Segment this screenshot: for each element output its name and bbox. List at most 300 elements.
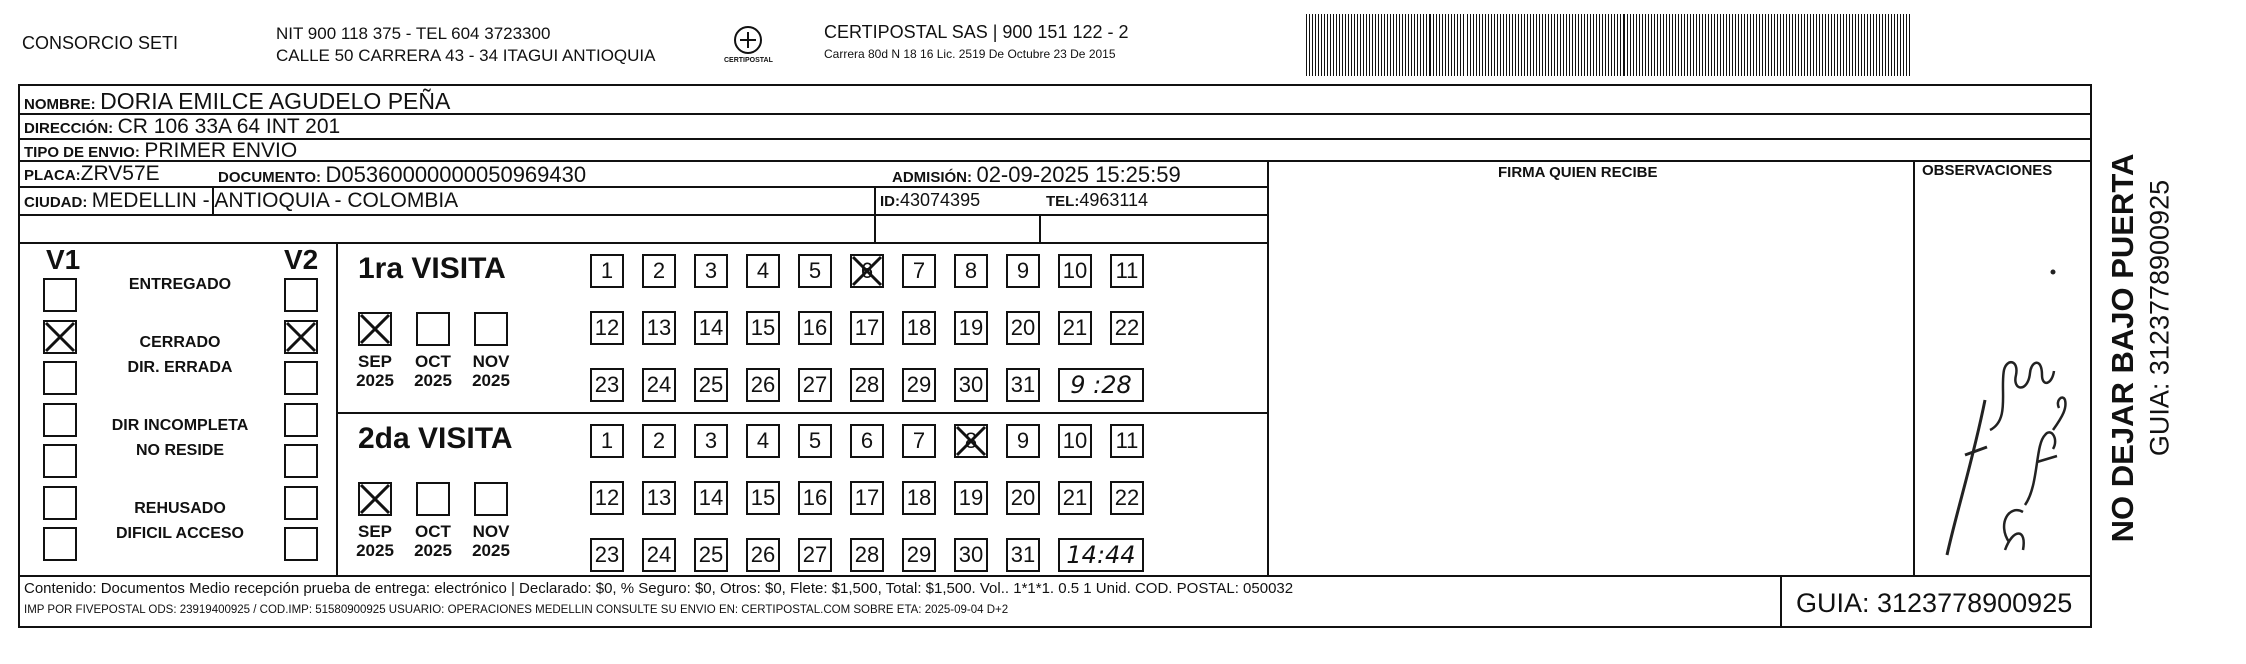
barcode-bar [1596,14,1597,76]
status-v2-checkbox[interactable] [284,361,318,395]
day-cell[interactable]: 11 [1110,424,1144,458]
day-cell[interactable]: 24 [642,538,676,572]
month-label: SEP 2025 [356,352,394,390]
barcode-bar [1330,14,1331,76]
barcode-bar [1348,14,1349,76]
barcode-bar [1768,14,1769,76]
barcode-bar [1651,14,1652,76]
barcode-bar [1605,14,1606,76]
day-cell[interactable]: 12 [590,481,624,515]
barcode-bar [1369,14,1370,76]
barcode-bar [1470,14,1471,76]
barcode-bar [1666,14,1667,76]
barcode-bar [1630,14,1631,76]
barcode-bar [1870,14,1871,76]
barcode-bar [1849,14,1850,76]
check-x-mark [284,320,318,354]
barcode-bar [1687,14,1688,76]
barcode-bar [1445,14,1446,76]
barcode-bar [1876,14,1877,76]
barcode-bar [1554,14,1555,76]
day-cell[interactable]: 21 [1058,311,1092,345]
check-x-mark [43,320,77,354]
barcode-bar [1882,14,1883,76]
barcode-bar [1482,14,1483,76]
barcode-bar [1620,14,1621,76]
placa-label: PLACA: [24,167,81,184]
day-cell[interactable]: 13 [642,481,676,515]
admision-label: ADMISIÓN: [892,169,972,186]
barcode-bar [1497,14,1498,76]
barcode-bar [1587,14,1588,76]
ciudad-label: CIUDAD: [24,194,88,211]
month-checkbox[interactable] [416,312,450,346]
tipo-value: PRIMER ENVIO [144,139,298,162]
status-v2-checkbox[interactable] [284,486,318,520]
barcode-bar [1512,14,1513,76]
barcode [1306,14,1916,76]
day-cell[interactable]: 19 [954,481,988,515]
barcode-bar [1396,14,1397,76]
barcode-bar [1783,14,1784,76]
tel-label: TEL: [1046,193,1080,210]
nombre-label: NOMBRE: [24,96,96,113]
firma-label: FIRMA QUIEN RECIBE [1498,164,1658,181]
day-cell[interactable]: 16 [798,481,832,515]
direccion-value: CR 106 33A 64 INT 201 [117,115,341,138]
barcode-bar [1705,14,1706,76]
barcode-bar [1804,14,1805,76]
address-line: CALLE 50 CARRERA 43 - 34 ITAGUI ANTIOQUIA [276,46,656,65]
month-checkbox[interactable] [474,312,508,346]
tipo-label: TIPO DE ENVIO: [24,144,140,161]
barcode-bar [1509,14,1510,76]
barcode-bar [1699,14,1700,76]
barcode-bar [1623,14,1625,76]
day-cell[interactable]: 18 [902,481,936,515]
barcode-bar [1792,14,1793,76]
barcode-bar [1723,14,1724,76]
barcode-bar [1900,14,1901,76]
barcode-bar [1572,14,1573,76]
barcode-bar [1711,14,1712,76]
day-cell[interactable]: 5 [798,254,832,288]
barcode-bar [1363,14,1364,76]
day-cell[interactable]: 18 [902,311,936,345]
day-cell[interactable]: 23 [590,368,624,402]
day-cell[interactable]: 26 [746,368,780,402]
barcode-bar [1648,14,1649,76]
day-cell[interactable]: 25 [694,368,728,402]
barcode-bar [1545,14,1546,76]
barcode-bar [1457,14,1458,76]
barcode-bar [1306,14,1307,76]
barcode-bar [1590,14,1591,76]
barcode-bar [1381,14,1382,76]
barcode-bar [1777,14,1778,76]
barcode-bar [1354,14,1355,76]
day-cell[interactable]: 27 [798,538,832,572]
barcode-bar [1744,14,1745,76]
day-cell[interactable]: 1 [590,424,624,458]
day-cell[interactable]: 16 [798,311,832,345]
status-label: CERRADO [139,333,221,351]
status-label: REHUSADO [134,499,226,517]
barcode-bar [1642,14,1643,76]
barcode-bar [1599,14,1600,76]
day-cell[interactable]: 31 [1006,368,1040,402]
barcode-bar [1315,14,1316,76]
barcode-bar [1539,14,1540,76]
barcode-bar [1491,14,1492,76]
documento-label: DOCUMENTO: [218,169,322,186]
day-cell[interactable]: 28 [850,538,884,572]
status-v2-checkbox[interactable] [284,278,318,312]
day-cell[interactable]: 29 [902,368,936,402]
barcode-bar [1729,14,1730,76]
barcode-bar [1584,14,1585,76]
barcode-bar [1786,14,1787,76]
barcode-bar [1696,14,1697,76]
barcode-bar [1548,14,1549,76]
barcode-bar [1702,14,1703,76]
barcode-bar [1312,14,1313,76]
barcode-bar [1351,14,1352,76]
barcode-bar [1654,14,1655,76]
day-cell[interactable]: 10 [1058,254,1092,288]
barcode-bar [1402,14,1403,76]
status-label: DIR. ERRADA [127,359,233,376]
day-cell[interactable]: 17 [850,311,884,345]
barcode-bar [1672,14,1673,76]
side-warning: NO DEJAR BAJO PUERTA [2105,153,2140,543]
month-label: OCT 2025 [414,352,452,390]
visit-time[interactable]: 14:44 [1058,538,1144,572]
barcode-bar [1387,14,1388,76]
day-cell[interactable]: 20 [1006,481,1040,515]
barcode-bar [1813,14,1814,76]
barcode-bar [1467,14,1468,76]
barcode-bar [1442,14,1443,76]
barcode-bar [1463,14,1464,76]
barcode-bar [1411,14,1412,76]
barcode-bar [1675,14,1676,76]
barcode-bar [1566,14,1567,76]
barcode-bar [1593,14,1594,76]
barcode-bar [1417,14,1418,76]
barcode-bar [1828,14,1829,76]
barcode-bar [1906,14,1907,76]
barcode-bar [1738,14,1739,76]
day-cell[interactable]: 24 [642,368,676,402]
barcode-bar [1774,14,1775,76]
direccion-label: DIRECCIÓN: [24,120,114,137]
day-cell[interactable]: 4 [746,424,780,458]
barcode-bar [1633,14,1634,76]
barcode-bar [1372,14,1373,76]
barcode-bar [1488,14,1489,76]
barcode-bar [1500,14,1501,76]
barcode-bar [1494,14,1495,76]
placa-value: ZRV57E [80,162,160,185]
side-guia: GUIA: 3123778900925 [2144,179,2175,457]
status-label: ENTREGADO [128,276,232,293]
status-v2-checkbox[interactable] [284,403,318,437]
barcode-bar [1611,14,1612,76]
barcode-bar [1663,14,1664,76]
day-cell[interactable]: 6 [850,254,884,288]
day-cell[interactable]: 30 [954,368,988,402]
barcode-bar [1897,14,1898,76]
day-cell[interactable]: 3 [694,254,728,288]
barcode-bar [1414,14,1415,76]
day-cell[interactable]: 13 [642,311,676,345]
barcode-bar [1714,14,1715,76]
day-cell[interactable]: 10 [1058,424,1092,458]
barcode-bar [1690,14,1691,76]
barcode-bar [1693,14,1694,76]
day-cell[interactable]: 9 [1006,424,1040,458]
barcode-bar [1909,14,1910,76]
barcode-bar [1420,14,1421,76]
barcode-bar [1439,14,1440,76]
barcode-bar [1678,14,1679,76]
day-cell[interactable]: 7 [902,254,936,288]
barcode-bar [1536,14,1537,76]
day-cell[interactable]: 31 [1006,538,1040,572]
barcode-bar [1560,14,1561,76]
day-cell[interactable]: 28 [850,368,884,402]
day-cell[interactable]: 23 [590,538,624,572]
observaciones-label: OBSERVACIONES [1922,162,2053,179]
barcode-bar [1506,14,1507,76]
barcode-bar [1399,14,1400,76]
barcode-bar [1753,14,1754,76]
barcode-bar [1521,14,1522,76]
barcode-bar [1578,14,1579,76]
barcode-bar [1515,14,1516,76]
day-cell[interactable]: 25 [694,538,728,572]
barcode-bar [1858,14,1859,76]
barcode-bar [1807,14,1808,76]
barcode-bar [1726,14,1727,76]
visit-title: 1ra VISITA [358,252,506,285]
barcode-bar [1795,14,1796,76]
barcode-bar [1608,14,1609,76]
check-x-mark [850,254,884,288]
barcode-bar [1735,14,1736,76]
day-cell[interactable]: 2 [642,254,676,288]
barcode-bar [1384,14,1385,76]
barcode-bar [1557,14,1558,76]
day-cell[interactable]: 22 [1110,481,1144,515]
barcode-bar [1891,14,1892,76]
barcode-bar [1460,14,1461,76]
day-cell[interactable]: 15 [746,481,780,515]
day-cell[interactable]: 1 [590,254,624,288]
status-v1-checkbox[interactable] [43,278,77,312]
barcode-bar [1780,14,1781,76]
barcode-bar [1684,14,1685,76]
day-cell[interactable]: 9 [1006,254,1040,288]
barcode-bar [1569,14,1570,76]
certipostal-line: CERTIPOSTAL SAS | 900 151 122 - 2 [824,22,1129,42]
barcode-bar [1741,14,1742,76]
barcode-bar [1717,14,1718,76]
day-cell[interactable]: 15 [746,311,780,345]
status-v2-checkbox[interactable] [284,444,318,478]
footer-imp: IMP POR FIVEPOSTAL ODS: 23919400925 / COD.IMP: 51580900925 USUARIO: OPERACIONES MEDELLIN CONSULTE SU ENVIO EN: CERTIPOSTAL.COM SOBRE ETA: 2025-09-04 D+2 [24,604,1009,616]
day-cell[interactable]: 14 [694,481,728,515]
visit-time[interactable]: 9 :28 [1058,368,1144,402]
barcode-bar [1681,14,1682,76]
documento-value: D05360000000050969430 [325,162,587,187]
day-cell[interactable]: 11 [1110,254,1144,288]
barcode-bar [1448,14,1449,76]
barcode-bar [1473,14,1474,76]
barcode-bar [1867,14,1868,76]
status-label: DIR INCOMPLETA [111,416,249,434]
barcode-bar [1405,14,1406,76]
admision-value: 02-09-2025 15:25:59 [976,162,1181,187]
barcode-bar [1861,14,1862,76]
month-label: NOV 2025 [472,522,510,560]
v1-label: V1 [46,244,81,275]
day-cell[interactable]: 26 [746,538,780,572]
barcode-bar [1333,14,1334,76]
barcode-bar [1530,14,1531,76]
status-label: DIFICIL ACCESO [115,525,245,542]
barcode-bar [1765,14,1766,76]
visit-title: 2da VISITA [358,422,513,455]
barcode-bar [1645,14,1646,76]
day-cell[interactable]: 29 [902,538,936,572]
day-cell[interactable]: 8 [954,424,988,458]
barcode-bar [1798,14,1799,76]
barcode-bar [1888,14,1889,76]
barcode-bar [1771,14,1772,76]
id-label: ID: [880,193,900,210]
status-v1-checkbox[interactable] [43,527,77,561]
barcode-bar [1479,14,1480,76]
status-v1-checkbox[interactable] [43,486,77,520]
barcode-bar [1542,14,1543,76]
barcode-bar [1327,14,1328,76]
footer-contenido: Contenido: Documentos Medio recepción prueba de entrega: electrónico | Declarado: $0, % Seguro: $0, Otros: $0, Flete: $1,500, Total: $1,500. Vol.. 1*1*1. 0.5 1 Unid. COD. POSTAL: 050032 [24,580,1294,597]
day-cell[interactable]: 8 [954,254,988,288]
nombre-value: DORIA EMILCE AGUDELO PEÑA [100,88,451,114]
barcode-bar [1318,14,1319,76]
barcode-bar [1657,14,1658,76]
tel-value: 4963114 [1079,190,1149,210]
barcode-bar [1750,14,1751,76]
barcode-bar [1903,14,1904,76]
barcode-bar [1894,14,1895,76]
status-v1-checkbox[interactable] [43,444,77,478]
day-cell[interactable]: 3 [694,424,728,458]
status-v1-checkbox[interactable] [43,361,77,395]
barcode-bar [1433,14,1434,76]
month-checkbox[interactable] [416,482,450,516]
barcode-bar [1789,14,1790,76]
day-cell[interactable]: 21 [1058,481,1092,515]
company-name: CONSORCIO SETI [22,33,179,53]
month-checkbox[interactable] [474,482,508,516]
barcode-bar [1393,14,1394,76]
day-cell[interactable]: 6 [850,424,884,458]
barcode-bar [1533,14,1534,76]
nit-line: NIT 900 118 375 - TEL 604 3723300 [276,24,551,43]
barcode-bar [1390,14,1391,76]
check-x-mark [358,312,392,346]
day-cell[interactable]: 22 [1110,311,1144,345]
day-cell[interactable]: 12 [590,311,624,345]
barcode-bar [1324,14,1325,76]
day-cell[interactable]: 17 [850,481,884,515]
barcode-bar [1357,14,1358,76]
day-cell[interactable]: 20 [1006,311,1040,345]
check-x-mark [358,482,392,516]
barcode-bar [1660,14,1661,76]
barcode-bar [1581,14,1582,76]
barcode-bar [1518,14,1519,76]
barcode-bar [1527,14,1528,76]
status-label: NO RESIDE [135,442,225,459]
footer-guia: GUIA: 3123778900925 [1796,588,2073,618]
logo-text: CERTIPOSTAL [724,57,773,64]
day-cell[interactable]: 30 [954,538,988,572]
month-label: SEP 2025 [356,522,394,560]
status-v2-checkbox[interactable] [284,527,318,561]
day-cell[interactable]: 19 [954,311,988,345]
barcode-bar [1426,14,1427,76]
barcode-bar [1840,14,1841,76]
barcode-bar [1816,14,1817,76]
month-label: NOV 2025 [472,352,510,390]
barcode-bar [1759,14,1760,76]
day-cell[interactable]: 5 [798,424,832,458]
barcode-bar [1747,14,1748,76]
barcode-bar [1617,14,1618,76]
barcode-bar [1345,14,1346,76]
barcode-bar [1476,14,1477,76]
barcode-bar [1873,14,1874,76]
status-v1-checkbox[interactable] [43,403,77,437]
barcode-bar [1342,14,1343,76]
barcode-bar [1852,14,1853,76]
day-cell[interactable]: 27 [798,368,832,402]
day-cell[interactable]: 4 [746,254,780,288]
barcode-bar [1831,14,1832,76]
barcode-bar [1339,14,1340,76]
day-cell[interactable]: 7 [902,424,936,458]
barcode-bar [1429,14,1431,76]
barcode-bar [1602,14,1603,76]
barcode-bar [1436,14,1437,76]
barcode-bar [1321,14,1322,76]
barcode-bar [1879,14,1880,76]
day-cell[interactable]: 2 [642,424,676,458]
barcode-bar [1563,14,1564,76]
day-cell[interactable]: 14 [694,311,728,345]
barcode-bar [1366,14,1367,76]
barcode-bar [1309,14,1310,76]
barcode-bar [1885,14,1886,76]
barcode-bar [1614,14,1615,76]
barcode-bar [1822,14,1823,76]
barcode-bar [1360,14,1361,76]
v2-label: V2 [284,244,319,275]
